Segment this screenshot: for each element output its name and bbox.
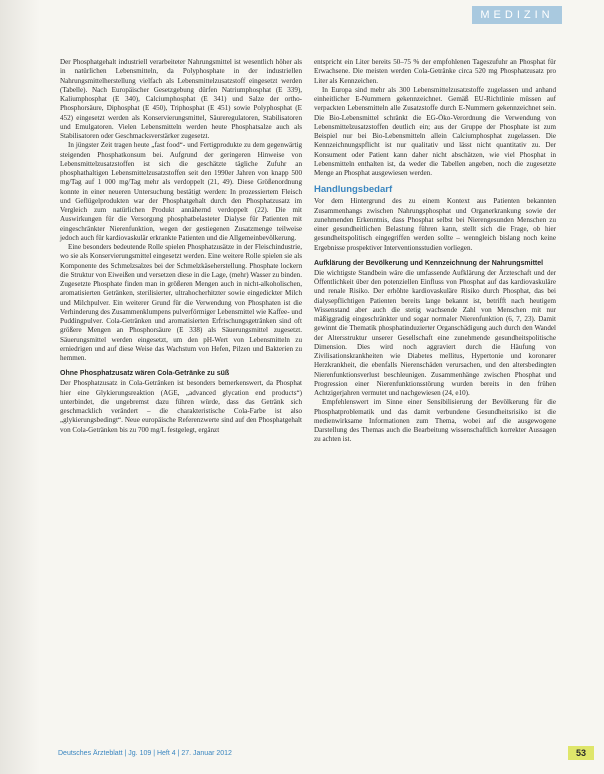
paragraph: Vor dem Hintergrund des zu einem Kontext aus Patienten bekannten Zusammenhangs zwischen Nahrungsphosphat und Organerkrankung sowie der zunehmenden Erkenntnis, dass Phosphat selbst bei Nierengesunden Menschen zu einer gesundheitlichen Belastung führen kann, stellt sich die Frage, ob hier gesundheitspolitisch eingegriffen werden sollte – wenngleich bislang noch keine Ergebnisse prospektiver Interventionsstudien vorliegen. [314,197,556,252]
subheading: Ohne Phosphatzusatz wären Cola-Getränke zu süß [60,370,230,378]
paragraph: entspricht ein Liter bereits 50–75 % der empfohlenen Tageszufuhr an Phosphat für Erwachsene. Die meisten werden Cola-Getränke circa 520 mg Phosphatzusatz pro Liter als Kennzeichen. [314,58,556,85]
page-number: 53 [568,746,594,760]
paragraph: Die wichtigste Standbein wäre die umfassende Aufklärung der Ärzteschaft und der Öffentlichkeit über den potenziellen Einfluss von Phosphat auf das kardiovaskuläre und renale Risiko. Der erhöhte kardiovaskuläre Risiko durch Phosphat, das bei dialysepflichtigen Patienten bereits lange bekannt ist, betrifft nach heutigem Wissenstand aber auch die stetig wachsende Zahl von Menschen mit nur mäßiggradig eingeschränkter und sogar normaler Nierenfunktion (6, 7, 23). Damit gewinnt die Thematik phosphatinduzierter Organschädigung auch durch den Wandel der Altersstruktur unserer Gesellschaft eine zunehmende gesundheitspolitische Dimension. Dies wird noch aggraviert durch die Häufung von Zivilisationskrankheiten wie Diabetes mellitus, Hypertonie und koronarer Herzkrankheit, die ebenfalls Nierenschäden verursachen, und den altersbedingten Nierenfunktionsverlust beschleunigen. Zusammenhänge zwischen Phosphat und Progression einer Nierenfunktionsstörung wurden bereits in den frühen Achtzigerjahren vermutet und nachgewiesen (24, e10). [314,268,556,397]
paragraph: In jüngster Zeit tragen heute „fast food“- und Fertigprodukte zu dem gegenwärtig steigenden Phosphatkonsum bei. Aufgrund der geringeren Hinweise von Lebensmittelzusatzstoffen ist sich die geschätzte tägliche Zufuhr an phosphathaltigen Lebensmittelzusatzstoffen seit den 1990er Jahren von knapp 500 mg/Tag auf 1 000 mg/Tag mehr als verdoppelt (21, 49). Diese Größenordnung konnte in einer neueren Untersuchung bestätigt werden: In prozessiertem Fleisch und Geflügelprodukten war der Phosphatgehalt durch den Phosphatzusatz im Vergleich zum natürlichen Produkt annähernd verdoppelt (22). Die mit Auswirkungen für die Versorgung phosphatbelasteter Dialyse für Patienten mit eingeschränkter Nierenfunktion, wegen der gestiegenen Zusatzmenge teilweise jedoch auch für kardiovaskulär erkrankte Patienten und die Allgemeinbevölkerung. [60,141,302,242]
paragraph: In Europa sind mehr als 300 Lebensmittelzusatzstoffe zugelassen und anhand einheitlicher E-Nummern gekennzeichnet. Gemäß EU-Richtlinie müssen auf verpackten Lebensmitteln alle Zusatzstoffe durch E-Nummern gekennzeichnet sein. Die Bio-Lebensmittel schränkt die EG-Öko-Verordnung die Verwendung von Lebensmittelzusatzstoffen deutlich ein; aus der Gruppe der Phosphate ist zum Beispiel nur bei Bio-Lebensmitteln allein Calciumphosphat zugelassen. Die Kennzeichnungspflicht ist nur qualitativ und lässt nicht quantitativ zu. Der Konsument oder Patient kann daher nicht abschätzen, wie viel Phosphat in Lebensmitteln enthalten ist, da weder die Tabellen angeben, noch die zugesetzte Menge an Phosphat ausgewiesen werden. [314,85,556,177]
subheading: Aufklärung der Bevölkerung und Kennzeichnung der Nahrungsmittel [314,259,544,267]
section-heading: Handlungsbedarf [314,184,393,196]
paragraph: Der Phosphatgehalt industriell verarbeiteter Nahrungsmittel ist wesentlich höher als in natürlichen Lebensmitteln, da Polyphosphate in der industriellen Nahrungsmittelherstellung vielfach als Lebensmittelzusatzstoff eingesetzt werden (Tabelle). Nach Europäischer Gesetzgebung dürfen Natriumphosphat (E 339), Kaliumphosphat (E 340), Calciumphosphat (E 341) und Salze der ortho-Phosphorsäure, Diphosphat (E 450), Triphosphat (E 451) sowie Polyphosphat (E 452) eingesetzt werden als Konservierungsmittel, Säureregulatoren, Stabilisatoren und Emulgatoren. Vielen Lebensmitteln werden heute Phosphatsalze auch als Stabilisatoren oder Geschmacksverstärker zugesetzt. [60,58,302,140]
paragraph: Empfehlenswert im Sinne einer Sensibilisierung der Bevölkerung für die Phosphatproblematik und das damit verbundene Gesundheitsrisiko ist die medienwirksame Informationen zum Thema, wobei auf die ausgewogene Darstellung des Themas auch die Bearbeitung wissenschaftlich korrekter Aussagen zu achten ist. [314,398,556,444]
left-column [60,58,302,435]
paragraph: Eine besonders bedeutende Rolle spielen Phosphatzusätze in der Fleischindustrie, wo sie als Konservierungsmittel eingesetzt werden. Eine weitere Rolle spielen sie als Komponente des Schmelzsalzes bei der Schmelzkäseherstellung. Phosphate lockern die Struktur von Eiweißen und versetzen diese in die Lage, (mehr) Wasser zu binden. Zugesetzte Phosphate finden man in größeren Mengen auch in nicht-alkoholischen, aromatisierten Getränken, sterilisierter, ultrahocherhitzter sowie eingedickter Milch und Milchpulver. Ein weiterer Grund für die Verwendung von Phosphaten ist die Verhinderung des Zusammenklumpens pulverförmiger Lebensmittel wie Kaffee- und Puddingpulver. Cola-Getränken und aromatisierten Erfrischungsgetränken sind oft größere Mengen an Phosphorsäure (E 338) als Säuerungsmittel zugesetzt. Säuerungsmittel werden eingesetzt, um den pH-Wert von Lebensmitteln zu erniedrigen und auf diese Weise das Wachstum von Hefen, Pilzen und Bakterien zu hemmen. [60,243,302,362]
section-rubric: MEDIZIN [472,6,562,24]
journal-citation: Deutsches Ärzteblatt | Jg. 109 | Heft 4 | 27. Januar 2012 [58,750,232,757]
right-column [314,58,556,445]
paragraph: Der Phosphatzusatz in Cola-Getränken ist besonders bemerkenswert, da Phosphat hier eine Glykierungsreaktion (AGE, „advanced glycation end products“) unterbindet, die ungebremst dazu führen würde, dass das Getränk sich geschmacklich verändert – die charakteristische Cola-Farbe ist also „glykierungsbedingt“. Neue europäische Referenzwerte sind auf den Phosphatgehalt von Cola-Getränken bis zu 700 mg/L festgelegt, ergänzt [60,379,302,434]
page-gutter-shadow [0,0,40,774]
